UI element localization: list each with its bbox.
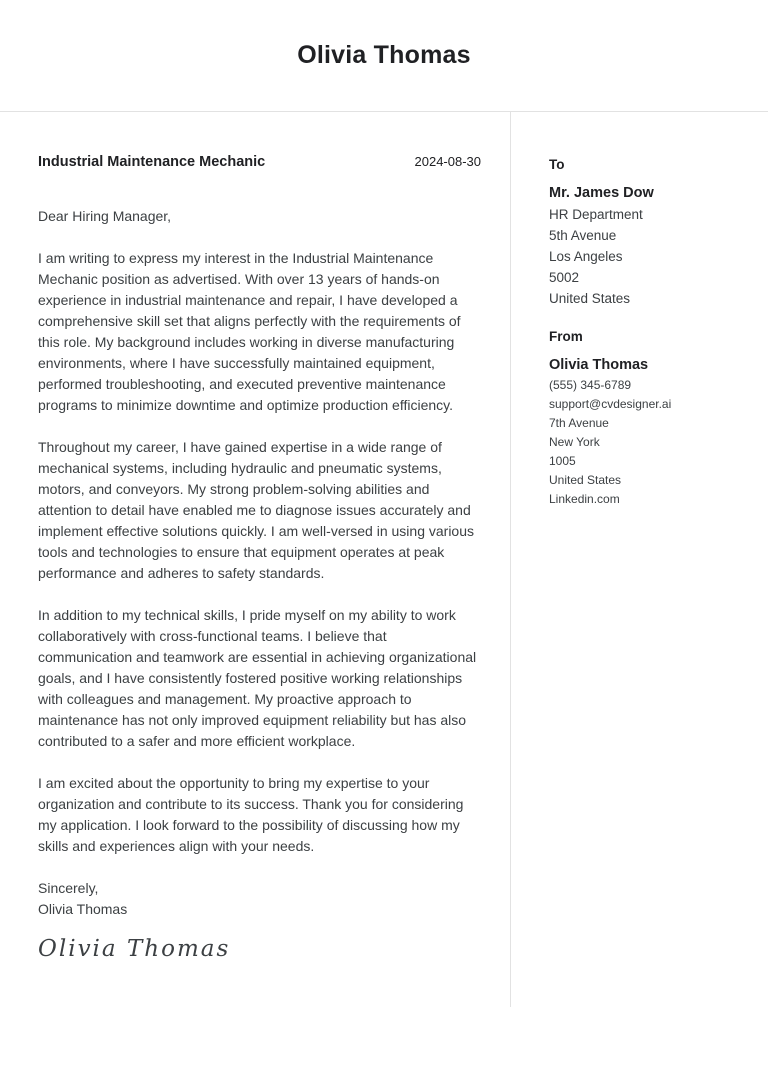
sender-line: United States xyxy=(549,473,622,487)
salutation: Dear Hiring Manager, xyxy=(38,208,172,224)
sender-name: Olivia Thomas xyxy=(549,357,649,373)
letter-body-columns xyxy=(0,112,768,1007)
job-title: Industrial Maintenance Mechanic xyxy=(38,154,266,170)
recipient-section xyxy=(549,154,738,309)
recipient-line: HR Department xyxy=(549,207,643,222)
from-label: From xyxy=(549,329,583,344)
recipient-line: 5th Avenue xyxy=(549,228,617,243)
recipient-line: 5002 xyxy=(549,270,580,285)
paragraph-2: Throughout my career, I have gained expertise in a wide range of mechanical systems, including hydraulic and pneumatic systems, motors, and conveyors. My strong problem-solving abilities and attention to detail have enabled me to diagnose issues accurately and implement effective solutions quickly. I am well-versed in using various tools and technologies to ensure that equipment operates at peak performance and adheres to safety standards. xyxy=(38,439,475,581)
sender-line: 7th Avenue xyxy=(549,416,609,430)
paragraph-4: I am excited about the opportunity to bring my expertise to your organization and contribute to its success. Thank you for considering my application. I look forward to the possibility of discussing how my skills and experiences align with your needs. xyxy=(38,775,464,854)
to-label: To xyxy=(549,157,565,172)
sender-line: support@cvdesigner.ai xyxy=(549,397,672,411)
closing-block xyxy=(38,878,481,920)
signature-script: Olivia Thomas xyxy=(38,936,231,962)
closing-word: Sincerely, xyxy=(38,880,99,896)
recipient-line: Los Angeles xyxy=(549,249,623,264)
recipient-name: Mr. James Dow xyxy=(549,185,654,201)
letter-main-column xyxy=(38,112,481,1007)
title-date-row xyxy=(38,154,481,170)
sender-line: Linkedin.com xyxy=(549,492,620,506)
letter-side-column xyxy=(511,112,768,1007)
candidate-name-heading: Olivia Thomas xyxy=(297,41,471,69)
closing-name: Olivia Thomas xyxy=(38,901,128,917)
letter-header xyxy=(0,0,768,112)
recipient-line: United States xyxy=(549,291,631,306)
letter-date: 2024-08-30 xyxy=(414,154,481,169)
sender-section xyxy=(549,326,738,509)
sender-line: New York xyxy=(549,435,600,449)
sender-line: 1005 xyxy=(549,454,576,468)
sender-line: (555) 345-6789 xyxy=(549,378,632,392)
paragraph-3: In addition to my technical skills, I pride myself on my ability to work collaboratively with cross-functional teams. I believe that communication and teamwork are essential in achieving organizational goals, and I have consistently fostered positive working relationships with colleagues and management. My proactive approach to maintenance has not only improved equipment reliability but has also contributed to a safer and more efficient workplace. xyxy=(38,607,477,749)
paragraph-1: I am writing to express my interest in the Industrial Maintenance Mechanic position as advertised. With over 13 years of hands-on experience in industrial maintenance and repair, I have developed a comprehensive skill set that aligns perfectly with the requirements of this role. My background includes working in diverse manufacturing environments, where I have successfully maintained equipment, performed troubleshooting, and executed preventive maintenance programs to minimize downtime and optimize production efficiency. xyxy=(38,250,461,413)
